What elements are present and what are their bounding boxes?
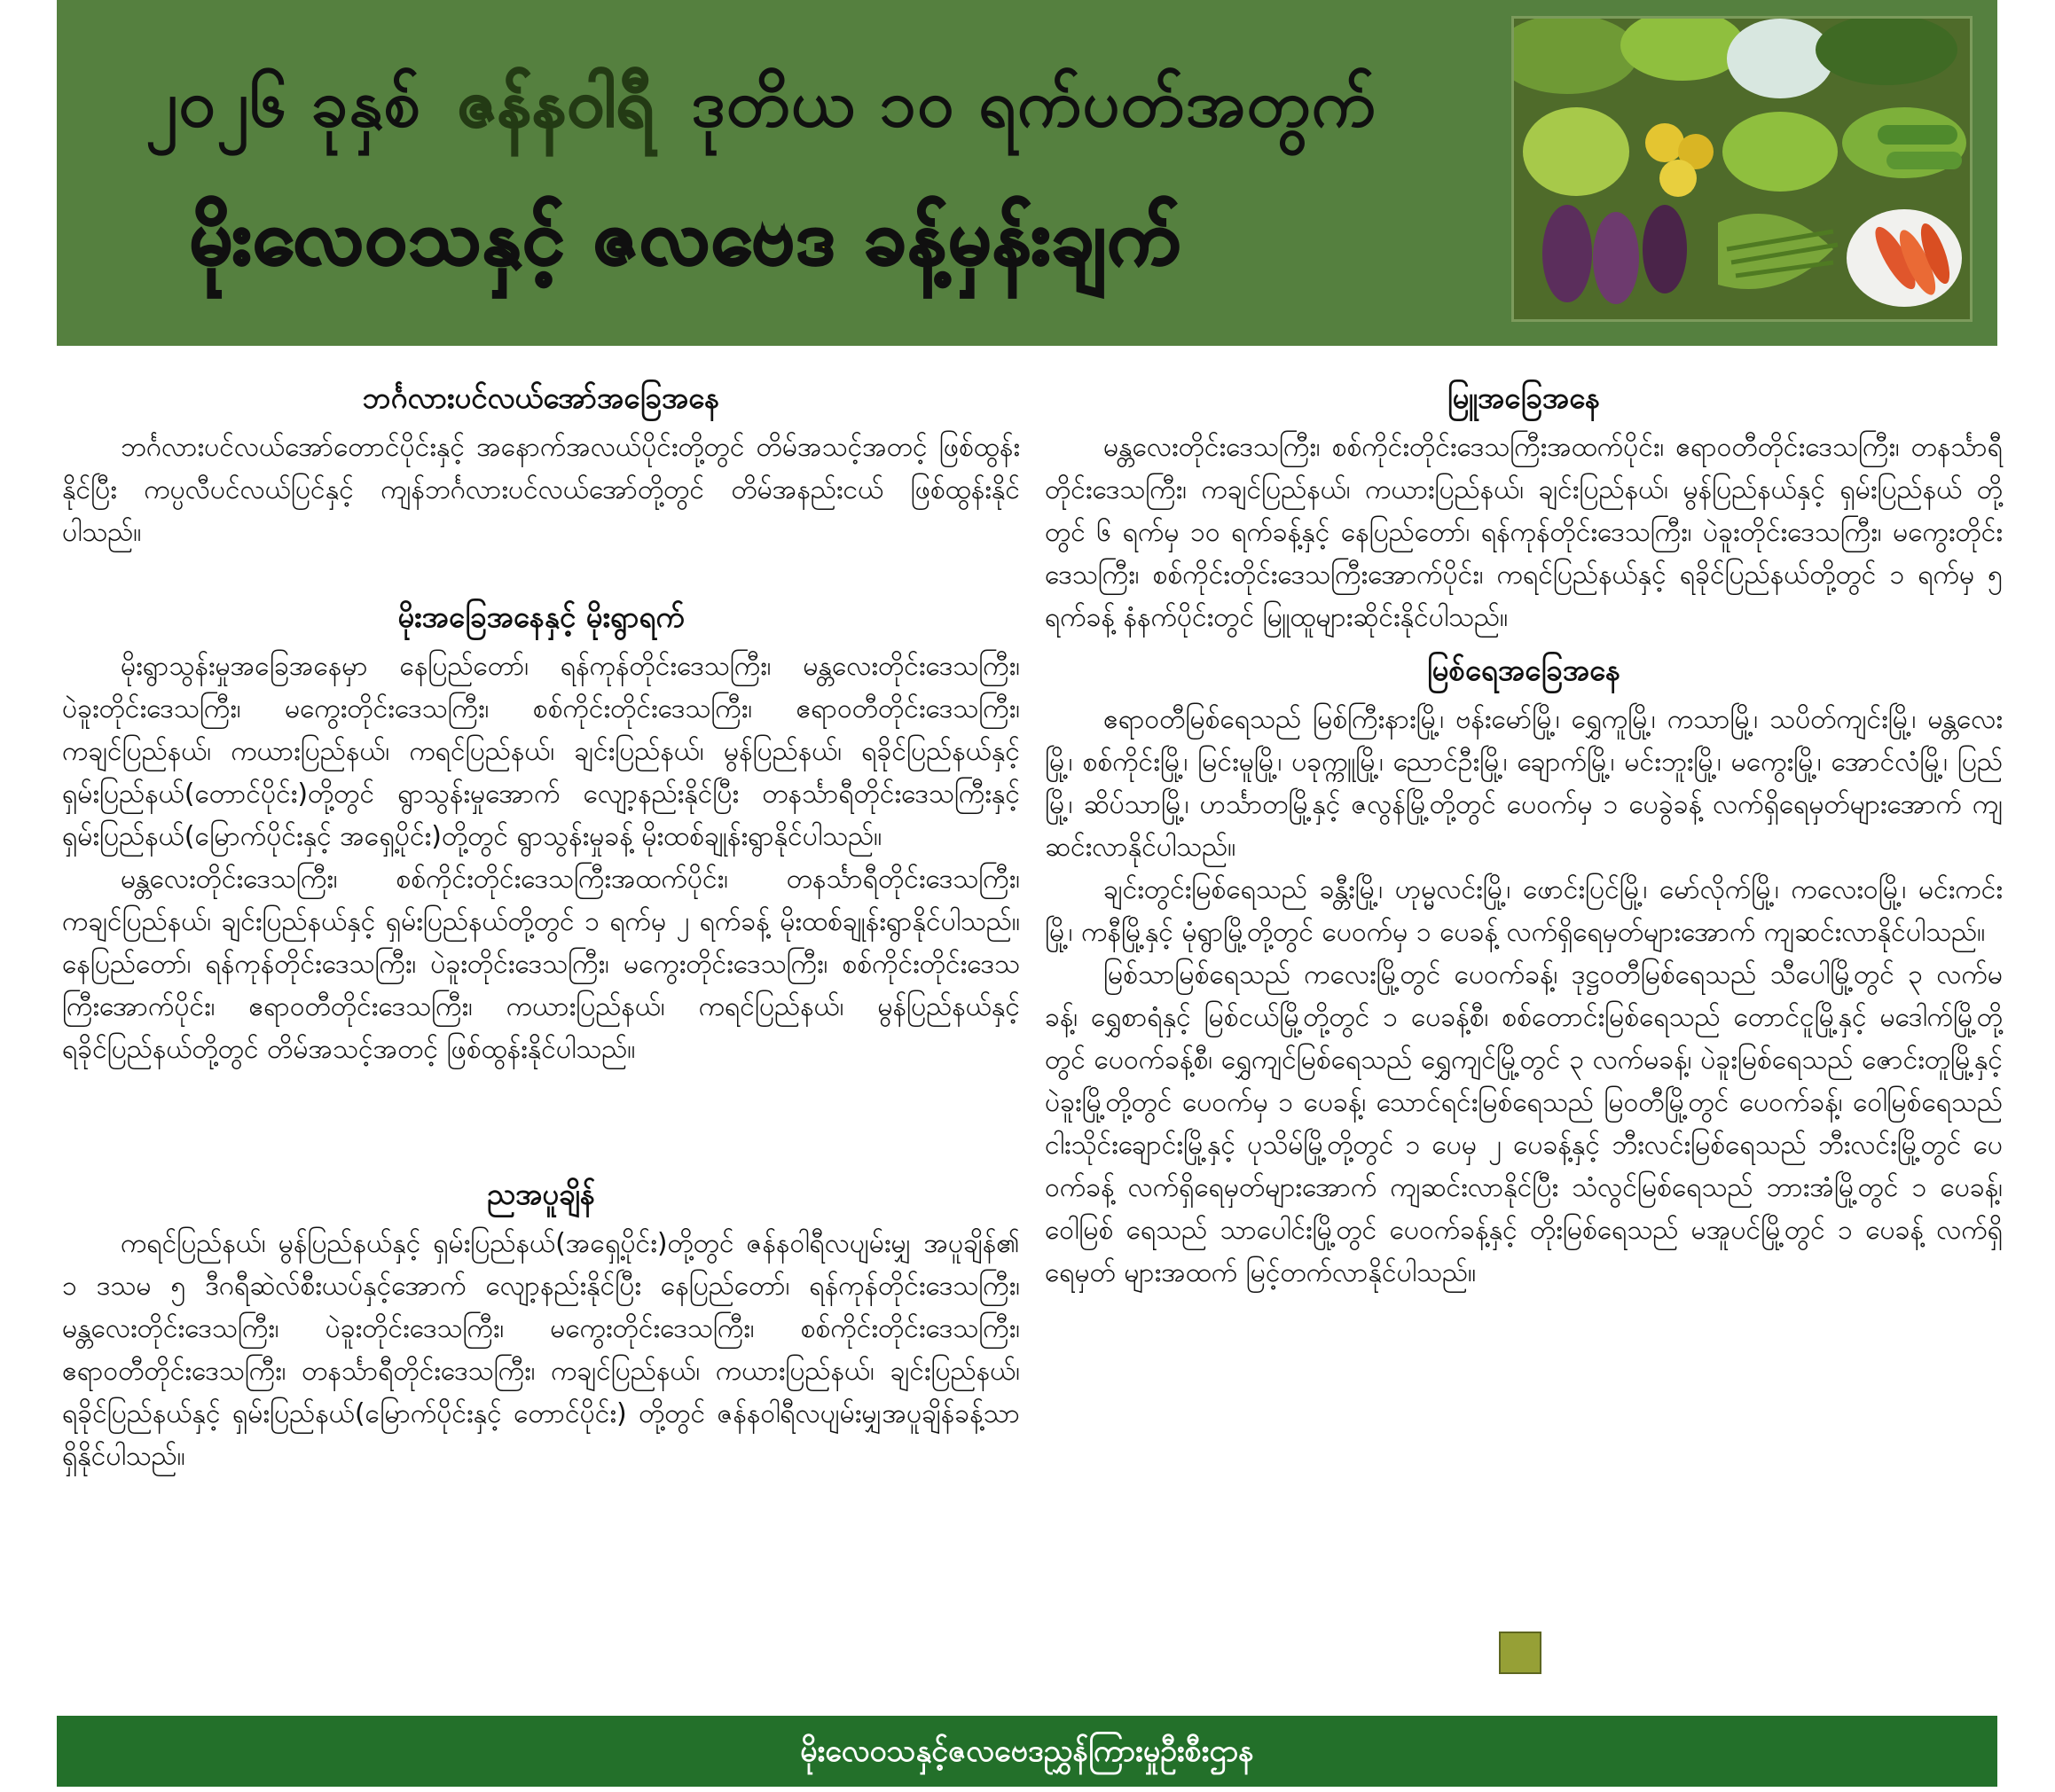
title-prefix: ၂၀၂၆ ခုနှစ် [145,66,422,142]
section-paragraph: မိုးရွာသွန်းမှုအခြေအနေမှာ နေပြည်တော်၊ ရန်ကုန်တိုင်းဒေသကြီး၊ မန္တလေးတိုင်းဒေသကြီး၊ ပဲခူးတိုင်းဒေသကြီး၊ မကွေးတိုင်းဒေသကြီး၊ စစ်ကိုင်းတိုင်းဒေသကြီး၊ ဧရာဝတီတိုင်းဒေသကြီး၊ ကချင်ပြည်နယ်၊ ကယားပြည်နယ်၊ ကရင်ပြည်နယ်၊ ချင်းပြည်နယ်၊ မွန်ပြည်နယ်၊ ရခိုင်ပြည်နယ်နှင့် ရှမ်းပြည်နယ်(တောင်ပိုင်း)တို့တွင် ရွာသွန်းမှုအောက် လျော့နည်းနိုင်ပြီး တနင်္သာရီတိုင်းဒေသကြီးနှင့် ရှမ်းပြည်နယ်(မြောက်ပိုင်းနှင့် အရှေ့ပိုင်း)တို့တွင် ရွာသွန်းမှုခန့် မိုးထစ်ချုန်းရွာနိုင်ပါသည်။ [62,651,1020,852]
section-paragraph: ဘင်္ဂလားပင်လယ်အော်တောင်ပိုင်းနှင့် အနောက်အလယ်ပိုင်းတို့တွင် တိမ်အသင့်အတင့် ဖြစ်ထွန်းနိုင်ပြီး ကပ္ပလီပင်လယ်ပြင်နှင့် ကျန်ဘင်္ဂလားပင်လယ်အော်တို့တွင် တိမ်အနည်းငယ် ဖြစ်ထွန်းနိုင်ပါသည်။ [62,432,1020,548]
header-banner [57,0,1997,346]
header-subtitle: မိုးလေဝသနှင့် ဇလဗေဒ ခန့်မှန်းချက် [190,194,1182,281]
vegetables-illustration [1514,19,1970,319]
section-heading-fog: မြူအခြေအနေ [1447,380,1601,415]
header-title [145,62,1377,159]
vegetables-photo [1511,16,1973,322]
section-heading-river-level: မြစ်ရေအခြေအနေ [1426,653,1621,687]
title-suffix: ဒုတိယ ၁၀ ရက်ပတ်အတွက် [691,66,1377,142]
section-paragraph: မန္တလေးတိုင်းဒေသကြီး၊ စစ်ကိုင်းတိုင်းဒေသကြီးအထက်ပိုင်း၊ တနင်္သာရီတိုင်းဒေသကြီး၊ ကချင်ပြည်နယ်၊ ချင်းပြည်နယ်နှင့် ရှမ်းပြည်နယ်တို့တွင် ၁ ရက်မှ ၂ ရက်ခန့် မိုးထစ်ချုန်းရွာနိုင်ပါသည်။ နေပြည်တော်၊ ရန်ကုန်တိုင်းဒေသကြီး၊ ပဲခူးတိုင်းဒေသကြီး၊ မကွေးတိုင်းဒေသကြီး၊ စစ်ကိုင်းတိုင်းဒေသကြီးအောက်ပိုင်း၊ ဧရာဝတီတိုင်းဒေသကြီး၊ ကယားပြည်နယ်၊ ကရင်ပြည်နယ်၊ မွန်ပြည်နယ်နှင့် ရခိုင်ပြည်နယ်တို့တွင် တိမ်အသင့်အတင့် ဖြစ်ထွန်းနိုင်ပါသည်။ [62,864,1020,1065]
section-paragraph: ချင်းတွင်းမြစ်ရေသည် ခန္တီးမြို့၊ ဟုမ္မလင်းမြို့၊ ဖောင်းပြင်မြို့၊ မော်လိုက်မြို့၊ ကလေးဝမြို့၊ မင်းကင်းမြို့၊ ကနီမြို့နှင့် မုံရွာမြို့တို့တွင် ပေဝက်မှ ၁ ပေခန့် လက်ရှိရေမှတ်များအောက် ကျဆင်းလာနိုင်ပါသည်။ [1045,874,2003,948]
section-paragraph: မြစ်သာမြစ်ရေသည် ကလေးမြို့တွင် ပေဝက်ခန့်၊ ဒုဋ္ဌဝတီမြစ်ရေသည် သီပေါမြို့တွင် ၃ လက်မခန့်၊ ရွှေစာရံနှင့် မြစ်ငယ်မြို့တို့တွင် ၁ ပေခန့်စီ၊ စစ်တောင်းမြစ်ရေသည် တောင်ငူမြို့နှင့် မဒေါက်မြို့တို့တွင် ပေဝက်ခန့်စီ၊ ရွှေကျင်မြစ်ရေသည် ရွှေကျင်မြို့တွင် ၃ လက်မခန့်၊ ပဲခူးမြစ်ရေသည် ဇောင်းတူမြို့နှင့် ပဲခူးမြို့တို့တွင် ပေဝက်မှ ၁ ပေခန့်၊ သောင်ရင်းမြစ်ရေသည် မြဝတီမြို့တွင် ပေဝက်ခန့်၊ ဝေါမြစ်ရေသည် ငါးသိုင်းချောင်းမြို့နှင့် ပုသိမ်မြို့တို့တွင် ၁ ပေမှ ၂ ပေခန့်နှင့် ဘီးလင်းမြစ်ရေသည် ဘီးလင်းမြို့တွင် ပေဝက်ခန့် လက်ရှိရေမှတ်များအောက် ကျဆင်းလာနိုင်ပြီး သံလွင်မြစ်ရေသည် ဘားအံမြို့တွင် ၁ ပေခန့်၊ ဝေါမြစ် ရေသည် သာပေါင်းမြို့တွင် ပေဝက်ခန့်နှင့် တိုးမြစ်ရေသည် မအူပင်မြို့တွင် ၁ ပေခန့် လက်ရှိရေမှတ် များအထက် မြင့်တက်လာနိုင်ပါသည်။ [1045,959,2003,1288]
end-mark-square [1499,1632,1541,1674]
section-paragraph: မန္တလေးတိုင်းဒေသကြီး၊ စစ်ကိုင်းတိုင်းဒေသကြီးအထက်ပိုင်း၊ ဧရာဝတီတိုင်းဒေသကြီး၊ တနင်္သာရီ တိုင်းဒေသကြီး၊ ကချင်ပြည်နယ်၊ ကယားပြည်နယ်၊ ချင်းပြည်နယ်၊ မွန်ပြည်နယ်နှင့် ရှမ်းပြည်နယ် တို့တွင် ၆ ရက်မှ ၁၀ ရက်ခန့်နှင့် နေပြည်တော်၊ ရန်ကုန်တိုင်းဒေသကြီး၊ ပဲခူးတိုင်းဒေသကြီး၊ မကွေးတိုင်းဒေသကြီး၊ စစ်ကိုင်းတိုင်းဒေသကြီးအောက်ပိုင်း၊ ကရင်ပြည်နယ်နှင့် ရခိုင်ပြည်နယ်တို့တွင် ၁ ရက်မှ ၅ ရက်ခန့် နံနက်ပိုင်းတွင် မြူထူများဆိုင်းနိုင်ပါသည်။ [1045,432,2003,633]
left-column [62,372,1020,1478]
title-month: ဇန်နဝါရီ [457,66,655,142]
section-heading-bay-of-bengal: ဘင်္ဂလားပင်လယ်အော်အခြေအနေ [362,380,720,415]
section-heading-rain: မိုးအခြေအနေနှင့် မိုးရွာရက် [397,599,685,634]
section-heading-night-temperature: ညအပူချိန် [487,1177,595,1211]
section-paragraph: ကရင်ပြည်နယ်၊ မွန်ပြည်နယ်နှင့် ရှမ်းပြည်နယ်(အရှေ့ပိုင်း)တို့တွင် ဇန်နဝါရီလပျမ်းမျှ အပူချိန်၏ ၁ ဒသမ ၅ ဒီဂရီဆဲလ်စီးယပ်နှင့်အောက် လျော့နည်းနိုင်ပြီး နေပြည်တော်၊ ရန်ကုန်တိုင်းဒေသကြီး၊ မန္တလေးတိုင်းဒေသကြီး၊ ပဲခူးတိုင်းဒေသကြီး၊ မကွေးတိုင်းဒေသကြီး၊ စစ်ကိုင်းတိုင်းဒေသကြီး၊ ဧရာဝတီတိုင်းဒေသကြီး၊ တနင်္သာရီတိုင်းဒေသကြီး၊ ကချင်ပြည်နယ်၊ ကယားပြည်နယ်၊ ချင်းပြည်နယ်၊ ရခိုင်ပြည်နယ်နှင့် ရှမ်းပြည်နယ်(မြောက်ပိုင်းနှင့် တောင်ပိုင်း) တို့တွင် ဇန်နဝါရီလပျမ်းမျှအပူချိန်ခန့်သာ ရှိနိုင်ပါသည်။ [62,1228,1020,1472]
right-column [1045,372,2003,1295]
footer-department: မိုးလေဝသနှင့်ဇလဗေဒညွှန်ကြားမှုဦးစီးဌာန [57,1716,1997,1787]
section-paragraph: ဧရာဝတီမြစ်ရေသည် မြစ်ကြီးနားမြို့၊ ဗန်းမော်မြို့၊ ရွှေကူမြို့၊ ကသာမြို့၊ သပိတ်ကျင်းမြို့၊ မန္တလေးမြို့၊ စစ်ကိုင်းမြို့၊ မြင်းမူမြို့၊ ပခုက္ကူမြို့၊ ညောင်ဦးမြို့၊ ချောက်မြို့၊ မင်းဘူးမြို့၊ မကွေးမြို့၊ အောင်လံမြို့၊ ပြည်မြို့၊ ဆိပ်သာမြို့၊ ဟင်္သာတမြို့နှင့် ဇလွန်မြို့တို့တွင် ပေဝက်မှ ၁ ပေခွဲခန့် လက်ရှိရေမှတ်များအောက် ကျဆင်းလာနိုင်ပါသည်။ [1045,704,2003,863]
